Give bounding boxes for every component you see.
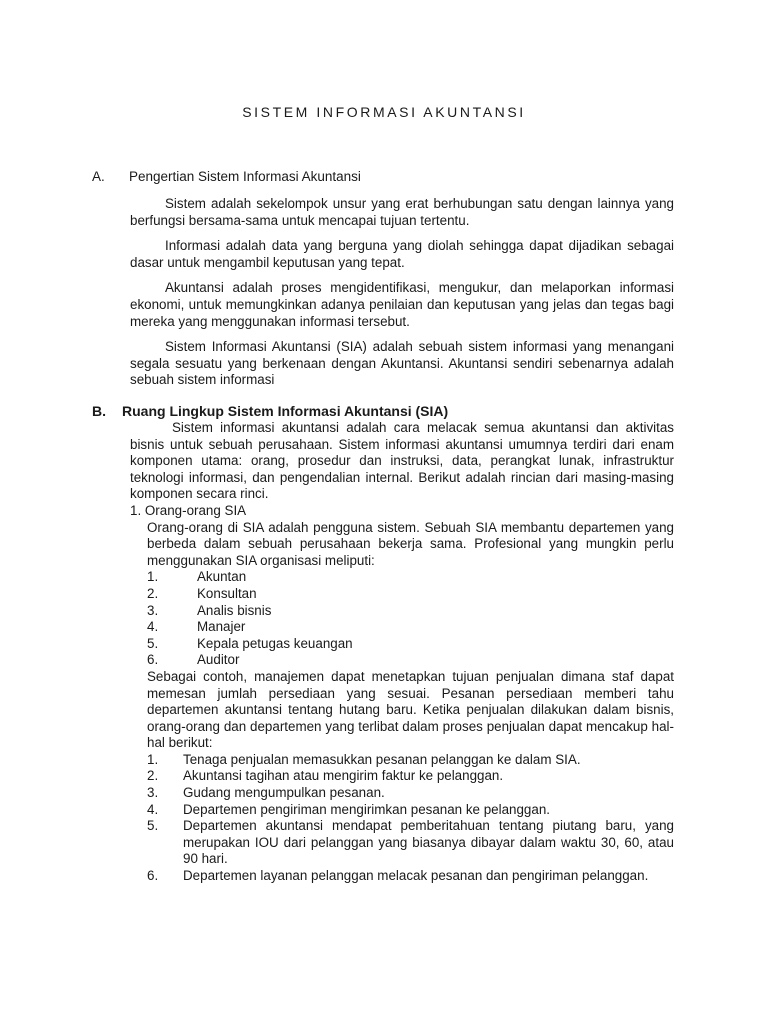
paragraph-akuntansi: Akuntansi adalah proses mengidentifikasi, mengukur, dan melaporkan informasi ekonomi, untuk memungkinkan adanya penilaian dan keputusan yang jelas dan tegas bagi mereka yang menggunakan informasi tersebut. xyxy=(130,280,674,329)
section-a-number: A. xyxy=(92,169,105,184)
roles-list xyxy=(147,569,674,669)
list-item: 5. Kepala petugas keuangan xyxy=(147,635,353,651)
list-item: 5. Departemen akuntansi mendapat pemberitahuan tentang piutang baru, yang merupakan IOU dari pelanggan yang biasanya dibayar dalam waktu 30, 60, atau 90 hari. xyxy=(147,818,674,867)
paragraph-sistem: Sistem adalah sekelompok unsur yang erat berhubungan satu dengan lainnya yang berfungsi bersama-sama untuk mencapai tujuan tertentu. xyxy=(130,196,674,228)
paragraph-sia: Sistem Informasi Akuntansi (SIA) adalah sebuah sistem informasi yang menangani segala sesuatu yang berkenaan dengan Akuntansi. Akuntansi sendiri sebenarnya adalah sebuah sistem informasi xyxy=(130,339,674,388)
list-item: 2. Konsultan xyxy=(147,585,257,601)
subsection-1-body xyxy=(147,520,674,885)
list-item: 6. Departemen layanan pelanggan melacak pesanan dan pengiriman pelanggan. xyxy=(147,868,649,884)
list-item: 2. Akuntansi tagihan atau mengirim faktur ke pelanggan. xyxy=(147,768,504,784)
list-item: 1. Akuntan xyxy=(147,569,247,585)
list-item: 4. Departemen pengiriman mengirimkan pesanan ke pelanggan. xyxy=(147,801,550,817)
document-title: SISTEM INFORMASI AKUNTANSI xyxy=(242,104,526,120)
subsection-1-paragraph: Orang-orang di SIA adalah pengguna sistem. Sebuah SIA membantu departemen yang berbeda dalam sebuah perusahaan bekerja sama. Profesional yang mungkin perlu menggunakan SIA organisasi meliputi: xyxy=(147,519,674,568)
section-b-number: B. xyxy=(92,403,106,419)
list-item: 3. Analis bisnis xyxy=(147,602,272,618)
section-a-title: Pengertian Sistem Informasi Akuntansi xyxy=(129,169,361,184)
section-b-body xyxy=(130,420,674,885)
subsection-1-heading: 1. Orang-orang SIA xyxy=(130,502,247,518)
example-paragraph: Sebagai contoh, manajemen dapat menetapkan tujuan penjualan dimana staf dapat memesan jumlah persediaan yang sesuai. Pesanan persediaan memberi tahu departemen akuntansi tentang hutang baru. Ketika penjualan dilakukan dalam bisnis, orang-orang dan departemen yang terlibat dalam proses penjualan dapat mencakup hal-hal berikut: xyxy=(147,668,674,751)
section-b-title: Ruang Lingkup Sistem Informasi Akuntansi (SIA) xyxy=(122,403,449,419)
paragraph-informasi: Informasi adalah data yang berguna yang diolah sehingga dapat dijadikan sebagai dasar untuk mengambil keputusan yang tepat. xyxy=(130,238,674,270)
list-item: 4. Manajer xyxy=(147,619,246,635)
section-b-intro: Sistem informasi akuntansi adalah cara melacak semua akuntansi dan aktivitas bisnis untuk sebuah perusahaan. Sistem informasi akuntansi umumnya terdiri dari enam komponen utama: orang, prosedur dan instruksi, data, perangkat lunak, infrastruktur teknologi informasi, dan pengendalian internal. Berikut adalah rincian dari masing-masing komponen secara rinci. xyxy=(130,420,674,502)
section-a-body xyxy=(130,196,674,398)
section-b-heading xyxy=(92,403,448,419)
sales-steps-list xyxy=(147,752,674,885)
list-item: 1. Tenaga penjualan memasukkan pesanan pelanggan ke dalam SIA. xyxy=(147,751,581,767)
list-item: 6. Auditor xyxy=(147,652,240,668)
list-item: 3. Gudang mengumpulkan pesanan. xyxy=(147,785,385,801)
